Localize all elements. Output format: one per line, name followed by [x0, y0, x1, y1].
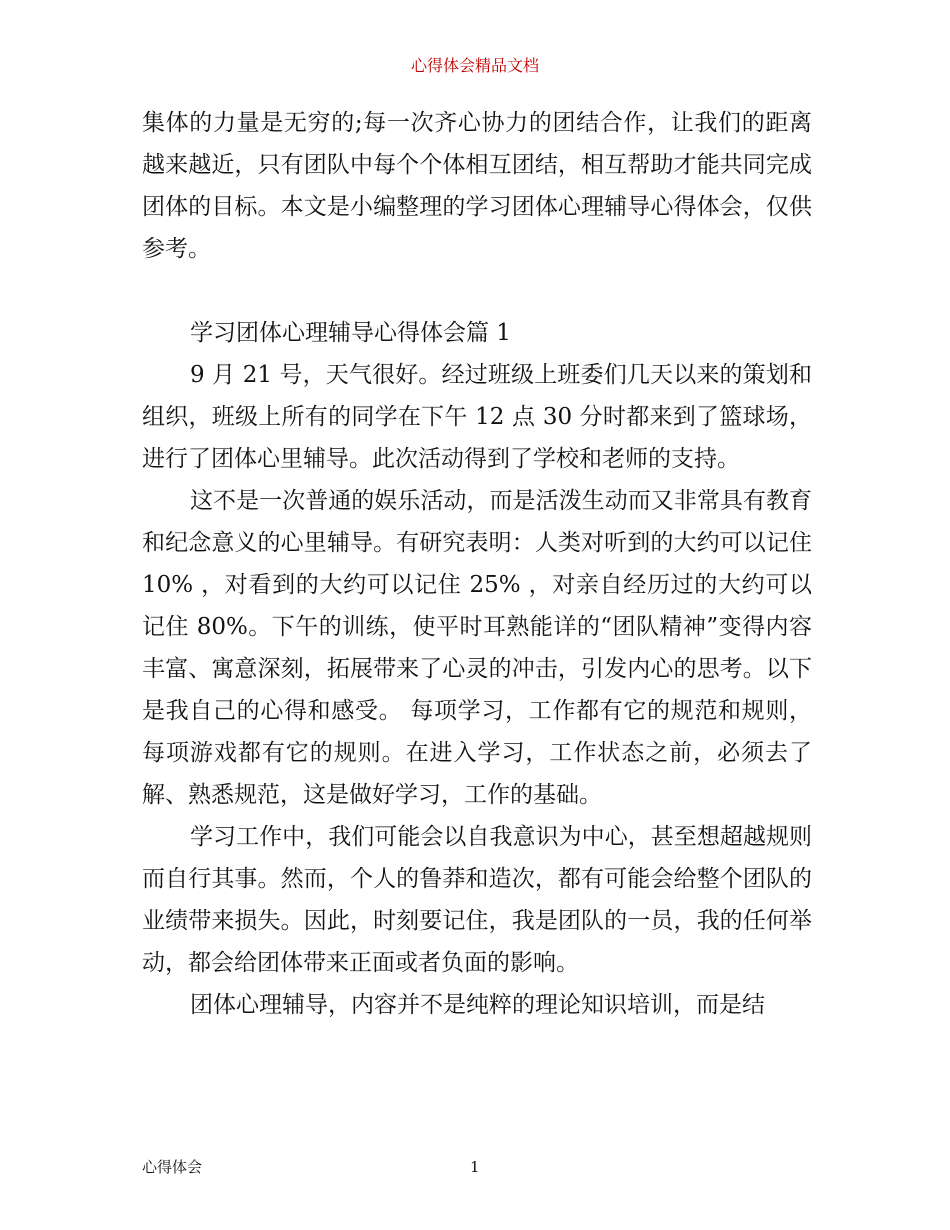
body-paragraph-3: 学习工作中，我们可能会以自我意识为中心，甚至想超越规则而自行其事。然而，个人的鲁莽和造次，都有可能会给整个团队的业绩带来损失。因此，时刻要记住，我是团队的一员，我的任何举动，都会给团体带来正面或者负面的影响。: [142, 824, 812, 976]
paragraph-gap: [142, 270, 812, 312]
section-title: 学习团体心理辅导心得体会篇 1: [190, 320, 511, 346]
document-body: [142, 102, 812, 1026]
body-paragraph-2: 这不是一次普通的娱乐活动，而是活泼生动而又非常具有教育和纪念意义的心里辅导。有研究表明：人类对听到的大约可以记住 10% ，对看到的大约可以记住 25% ，对亲自经历过的大约可以记住 80%。下午的训练，使平时耳熟能详的“团队精神”变得内容丰富、寓意深刻，拓展带来了心灵的冲击，引发内心的思考。以下是我自己的心得和感受。 每项学习，工作都有它的规范和规则，每项游戏都有它的规则。在进入学习，工作状态之前，必须去了解、熟悉规范，这是做好学习，工作的基础。: [142, 488, 812, 808]
footer-label: 心得体会: [142, 1158, 203, 1176]
page-number: 1: [470, 1158, 480, 1176]
intro-paragraph: 集体的力量是无穷的;每一次齐心协力的团结合作，让我们的距离越来越近，只有团队中每个个体相互团结，相互帮助才能共同完成团体的目标。本文是小编整理的学习团体心理辅导心得体会，仅供参考。: [142, 110, 812, 262]
body-paragraph-4: 团体心理辅导，内容并不是纯粹的理论知识培训，而是结: [190, 992, 765, 1018]
document-header-title: 心得体会精品文档: [410, 56, 539, 75]
body-paragraph-1: 9 月 21 号，天气很好。经过班级上班委们几天以来的策划和组织，班级上所有的同学在下午 12 点 30 分时都来到了篮球场，进行了团体心里辅导。此次活动得到了学校和老师的支持。: [142, 362, 812, 472]
